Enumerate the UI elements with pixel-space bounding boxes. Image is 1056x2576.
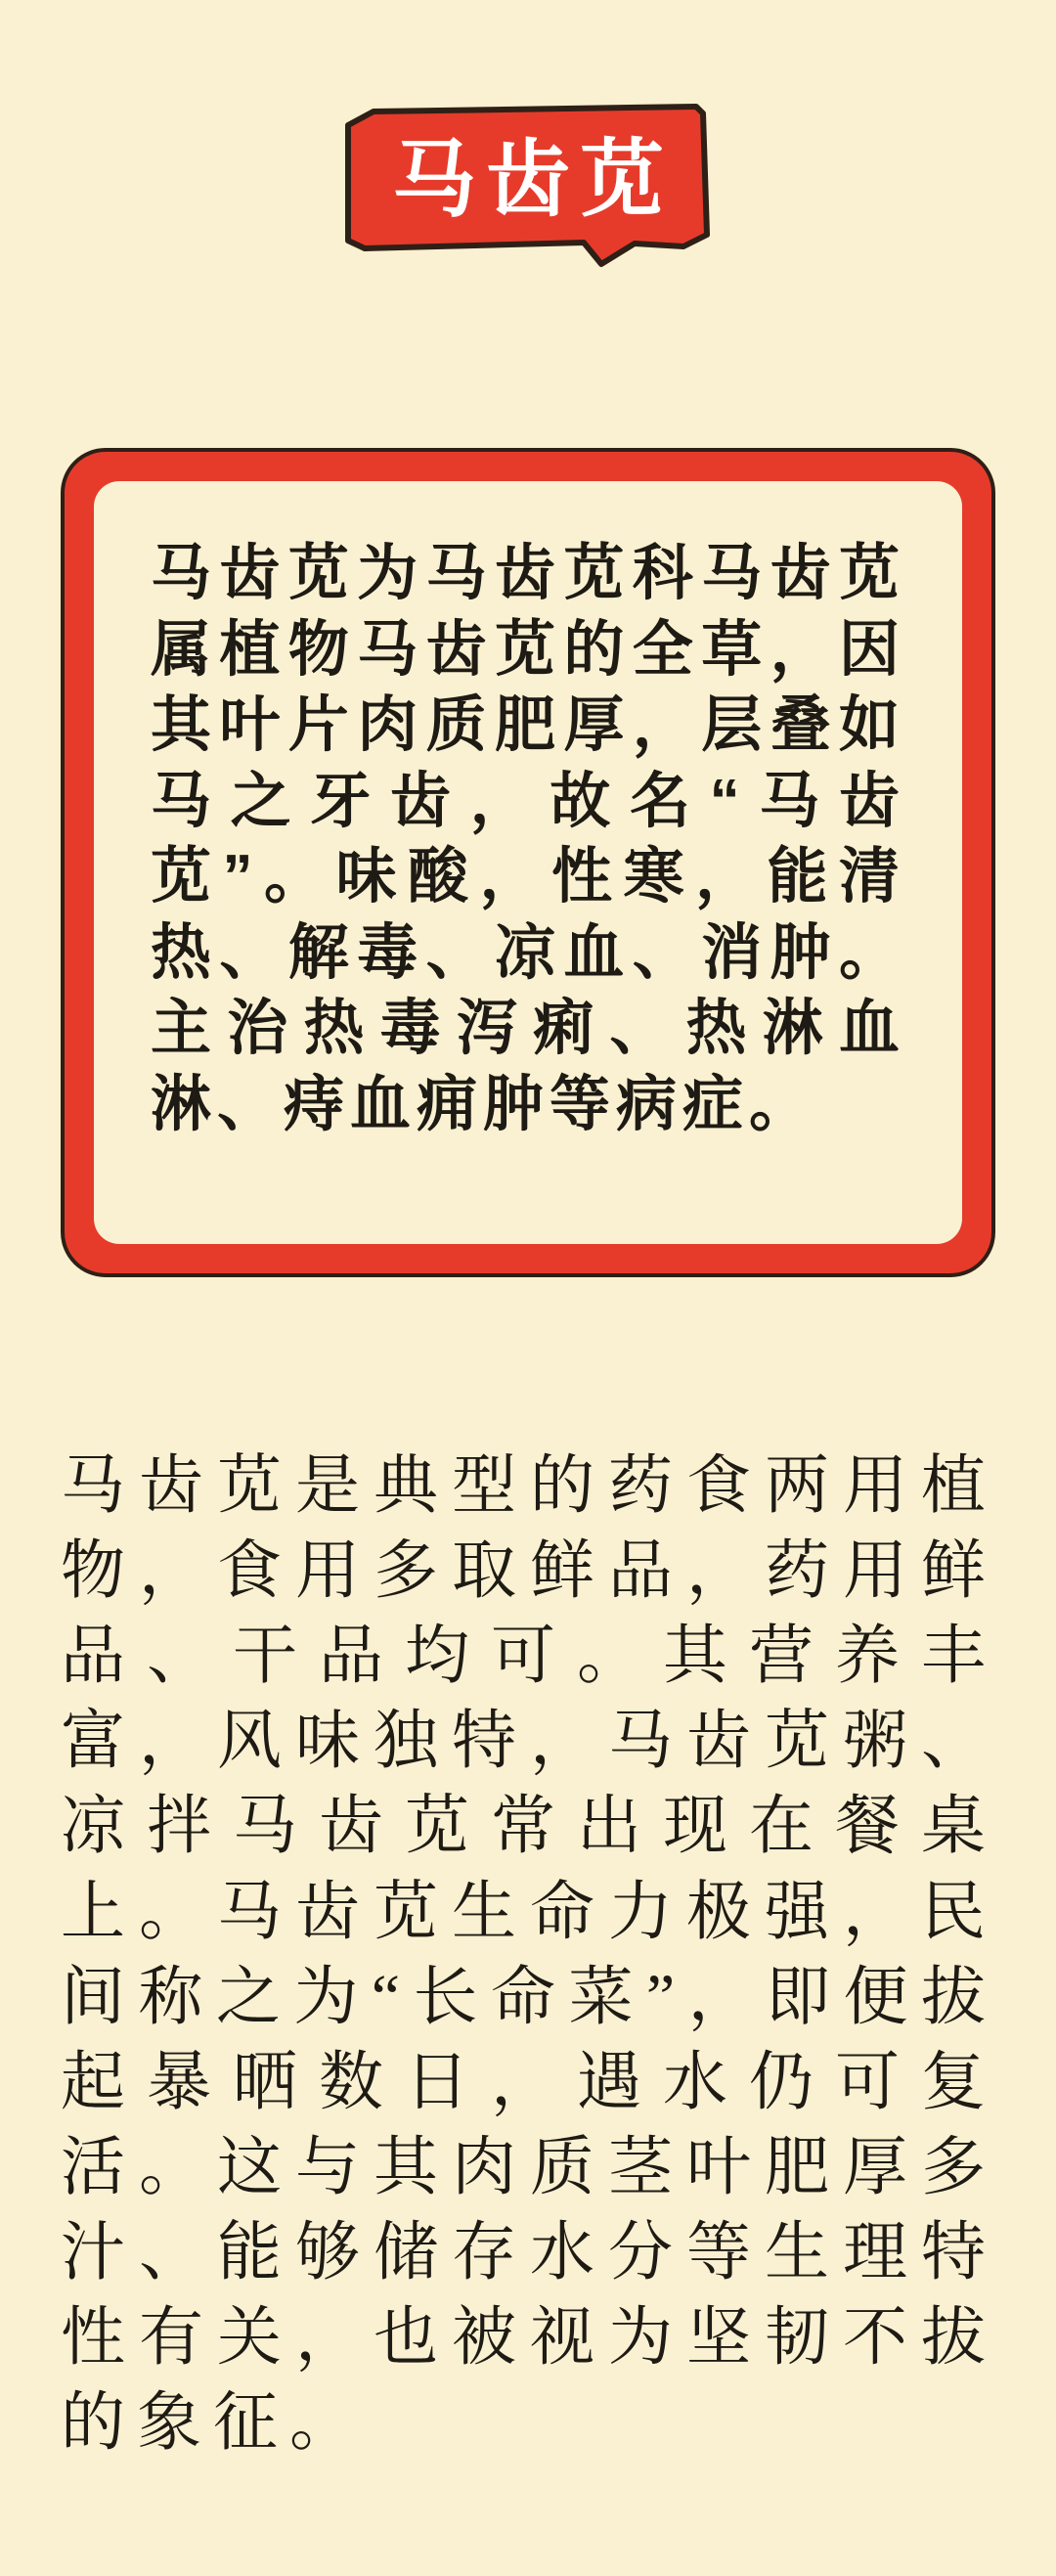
info-box <box>61 448 995 1277</box>
info-box-text: 马齿苋为马齿苋科马齿苋属植物马齿苋的全草，因其叶片肉质肥厚，层叠如马之牙齿，故名“马齿苋”。味酸，性寒，能清热、解毒、凉血、消肿。主治热毒泻痢、热淋血淋、痔血痈肿等病症。 <box>151 540 905 1138</box>
page-title: 马齿苋 <box>392 133 674 227</box>
body-paragraph: 马齿苋是典型的药食两用植物，食用多取鲜品，药用鲜品、干品均可。其营养丰富，风味独特，马齿苋粥、凉拌马齿苋常出现在餐桌上。马齿苋生命力极强，民间称之为“长命菜”，即便拔起暴晒数日，遇水仍可复活。这与其肉质茎叶肥厚多汁、能够储存水分等生理特性有关，也被视为坚韧不拔的象征。 <box>61 1450 997 2460</box>
title-badge <box>340 98 716 272</box>
info-box-inner <box>94 481 962 1244</box>
